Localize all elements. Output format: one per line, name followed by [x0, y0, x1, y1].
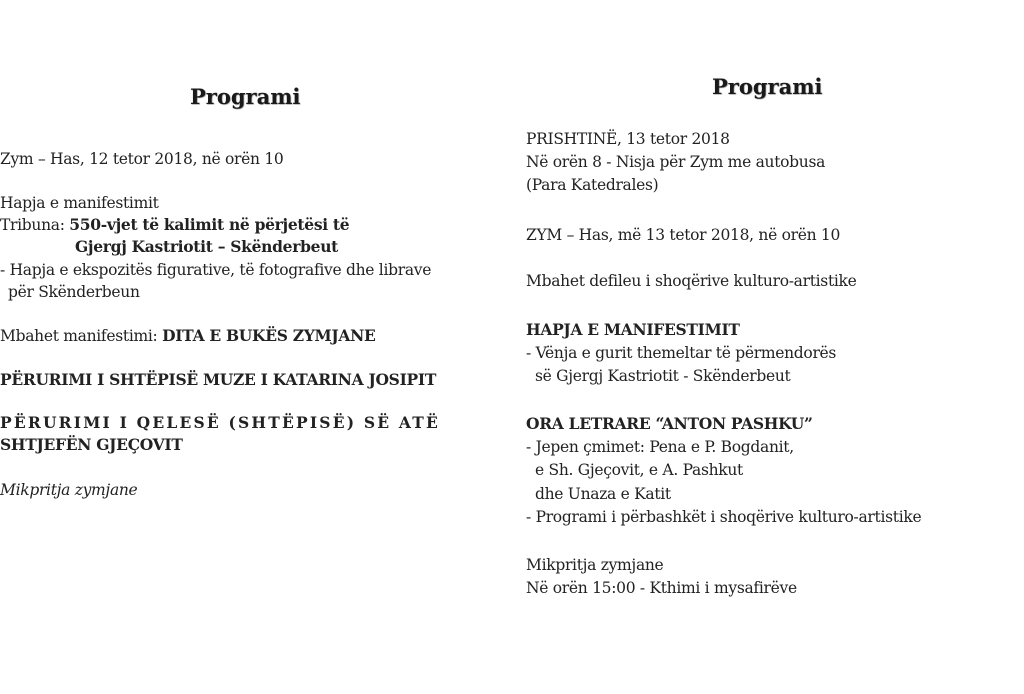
right-line-9: e Sh. Gjeçovit, e A. Pashkut: [535, 461, 743, 479]
left-inauguration-1: PËRURIMI I SHTËPISË MUZE I KATARINA JOSIPIT: [0, 370, 437, 389]
right-heading-opening: HAPJA E MANIFESTIMIT: [526, 320, 740, 339]
right-line-7: së Gjergj Kastriotit - Skënderbeut: [535, 367, 791, 385]
right-line-2: Në orën 8 - Nisja për Zym me autobusa: [526, 153, 826, 171]
right-line-12: Mikpritja zymjane: [526, 556, 664, 574]
right-program-column: [520, 0, 1024, 694]
right-heading-literary: ORA LETRARE “ANTON PASHKU”: [526, 414, 813, 433]
right-line-1: PRISHTINË, 13 tetor 2018: [526, 130, 730, 148]
right-line-13: Në orën 15:00 - Kthimi i mysafirëve: [526, 579, 797, 597]
left-date-line: Zym – Has, 12 tetor 2018, në orën 10: [0, 150, 284, 168]
manifest-prefix: Mbahet manifestimi:: [0, 327, 163, 345]
left-program-title: Programi: [190, 84, 301, 109]
right-program-title: Programi: [712, 74, 823, 99]
right-line-3: (Para Katedrales): [526, 176, 659, 194]
right-line-10: dhe Unaza e Katit: [535, 485, 671, 503]
right-line-5: Mbahet defileu i shoqërive kulturo-artistike: [526, 272, 857, 290]
tribuna-title-1: 550-vjet të kalimit në përjetësi të: [69, 215, 350, 234]
right-line-4: ZYM – Has, më 13 tetor 2018, në orën 10: [526, 226, 841, 244]
tribuna-title-2: Gjergj Kastriotit – Skënderbeut: [75, 237, 339, 256]
left-inauguration-2a: PËRURIMI I QELESË (SHTËPISË) SË ATË: [0, 413, 440, 432]
left-tribuna-line: [0, 215, 349, 234]
right-line-6: - Vënja e gurit themeltar të përmendorës: [526, 344, 837, 362]
right-line-11: - Programi i përbashkët i shoqërive kulturo-artistike: [526, 508, 922, 526]
left-program-column: [0, 0, 500, 694]
left-manifest-line: [0, 326, 375, 345]
manifest-name: DITA E BUKËS ZYMJANE: [162, 326, 376, 345]
tribuna-prefix: Tribuna:: [0, 216, 70, 234]
left-exhibit-line-2: për Skënderbeun: [8, 283, 140, 301]
left-reception: Mikpritja zymjane: [0, 481, 138, 499]
right-line-8: - Jepen çmimet: Pena e P. Bogdanit,: [526, 438, 794, 456]
left-opening-line: Hapja e manifestimit: [0, 194, 159, 212]
left-inauguration-2b: SHTJEFËN GJEÇOVIT: [0, 435, 183, 454]
left-exhibit-line-1: - Hapja e ekspozitës figurative, të fotografive dhe librave: [0, 261, 432, 279]
